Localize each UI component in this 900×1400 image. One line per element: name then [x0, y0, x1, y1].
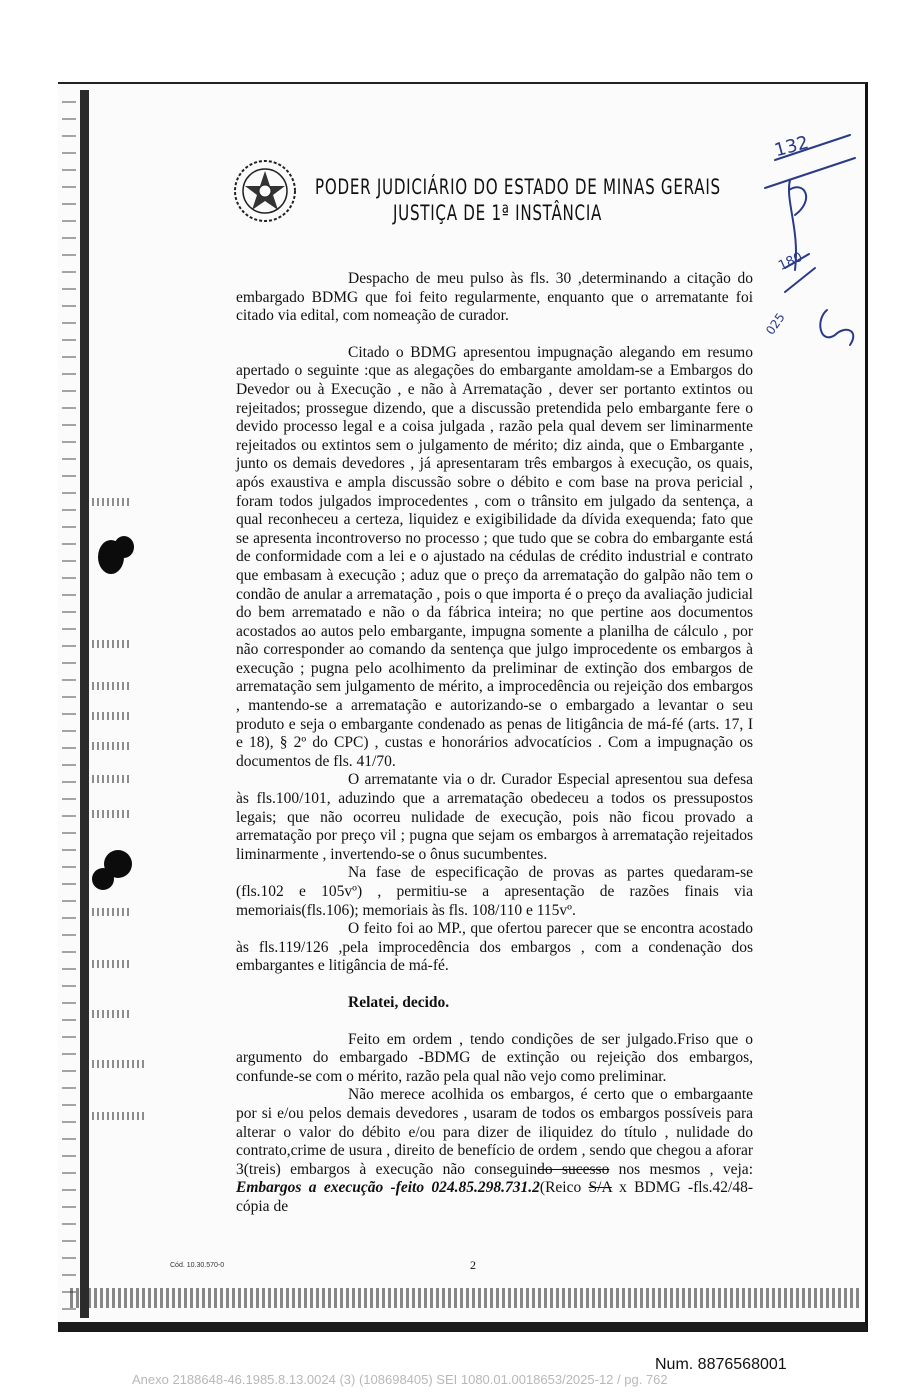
handwritten-number: 025	[763, 310, 788, 338]
margin-noise	[92, 908, 132, 916]
paragraph: Feito em ordem , tendo condições de ser julgado.Friso que o argumento do embargado -BDMG de extinção ou rejeição dos embargos, confunde-se com o mérito, razão pela qual não vejo como preliminar.	[236, 1030, 753, 1085]
paragraph-text: Não merece acolhida os embargos, é certo que o embargaante por si e/ou pelos demais devedores , usaram de todos os embargos possíveis para alterar o valor do débito e/ou para dizer de iliquidez do título , nulidade do contrato,crime de usura , direito de benefício de ordem , sendo que chegou a aforar 3(treis) embargos à execução não conseguin	[236, 1086, 753, 1178]
margin-noise	[92, 775, 132, 783]
margin-noise	[92, 1010, 132, 1018]
handwritten-number: 132	[772, 132, 811, 162]
punch-hole-blot	[114, 536, 134, 558]
margin-noise	[92, 682, 132, 690]
paragraph: O feito foi ao MP., que ofertou parecer que se encontra acostado às fls.119/126 ,pela improcedência dos embargos , com a condenação dos embargantes e litigância de má-fé.	[236, 920, 753, 975]
margin-noise	[92, 1060, 147, 1068]
form-code: Cód. 10.30.570-0	[170, 1262, 225, 1269]
paragraph-text: (Reico	[539, 1179, 589, 1197]
handwritten-number: 180	[776, 249, 806, 274]
margin-noise	[92, 640, 132, 648]
struck-text: do sucesso	[537, 1160, 610, 1178]
margin-noise	[92, 742, 132, 750]
court-header-subtitle: JUSTIÇA DE 1ª INSTÂNCIA	[393, 201, 603, 225]
document-number-stamp: Num. 8876568001	[655, 1356, 787, 1373]
paragraph: Na fase de especificação de provas as partes quedaram-se (fls.102 e 105vº) , permitiu-se a apresentação de razões finais via memoriais(fls.106); memoriais às fls. 108/110 e 115vº.	[236, 864, 753, 919]
scan-binding-bar	[80, 90, 89, 1318]
paragraph: Despacho de meu pulso às fls. 30 ,determinando a citação do embargado BDMG que foi feito regularmente, enquanto que o arrematante foi citado via edital, com nomeação de curador.	[236, 270, 753, 325]
scan-bottom-noise	[70, 1288, 860, 1308]
coat-of-arms-icon	[232, 158, 298, 224]
margin-noise	[92, 810, 132, 818]
struck-text: S/A	[588, 1179, 612, 1197]
section-heading: Relatei, decido.	[348, 993, 450, 1011]
paragraph-text: x BDMG -fls.42/48- cópia de	[236, 1179, 753, 1215]
paragraph-text: nos mesmos , veja:	[609, 1160, 753, 1178]
margin-noise	[92, 498, 132, 506]
paragraph	[236, 1086, 753, 1216]
paragraph: O arrematante via o dr. Curador Especial apresentou sua defesa às fls.100/101, aduzindo que a arrematação obedeceu a todos os pressupostos legais; que não ocorreu nulidade de execução, pois não ficou provado a arrematação por preço vil ; pugna que sejam os embargos à arrematação rejeitados liminarmente , invertendo-se o ônus sucumbentes.	[236, 771, 753, 863]
case-reference: Embargos a execução -feito 024.85.298.731.2	[236, 1179, 540, 1197]
page-number: 2	[470, 1258, 476, 1272]
margin-noise	[92, 712, 132, 720]
margin-noise	[92, 960, 132, 968]
annex-reference-stamp: Anexo 2188648-46.1985.8.13.0024 (3) (108698405) SEI 1080.01.0018653/2025-12 / pg. 762	[132, 1372, 668, 1387]
handwritten-annotations	[745, 120, 865, 360]
document-body	[236, 270, 753, 1217]
court-header-title: PODER JUDICIÁRIO DO ESTADO DE MINAS GERAIS	[315, 175, 721, 199]
margin-noise	[92, 1112, 147, 1120]
punch-hole-blot	[104, 850, 132, 878]
paragraph: Citado o BDMG apresentou impugnação alegando em resumo apertado o seguinte :que as alegações do embargante amoldam-se a Embargos do Devedor ou à Execução , e não à Arrematação , dever ser portanto extintos ou rejeitados; prossegue dizendo, que a discussão pretendida pelo embargante fere o devido processo legal e a coisa julgada , razão pela qual devem ser liminarmente rejeitados ou extintos sem o julgamento de mérito; diz ainda, que o Embargante , junto os demais devedores , já apresentaram três embargos à execução, os quais, após exaustiva e ampla discussão sobre o débito e com base na prova pericial , foram todos julgados improcedentes , com o trânsito em julgado da sentença, a qual reconheceu a certeza, liquidez e exigibilidade da dívida exequenda; fato que se apresenta incontroverso no processo ; que tudo que se cobra do embargante está de conformidade com a lei e o ajustado na cédulas de crédito industrial e contrato que embasam à execução ; aduz que o preço da arrematação do galpão não tem o condão de anular a arrematação , pois o que importa é o preço da avaliação judicial do bem arrematado e não o da fábrica inteira; no que pertine aos documentos acostados ao autos pelo embargante, impugna somente a planilha de cálculo , por não corresponder ao comando da sentença que julgo improcedente os embargos à execução ; pugna pelo acolhimento da preliminar de extinção dos embargos de arrematação sem julgamento de mérito, a improcedência ou rejeição dos embargos , mantendo-se a arrematação e autorizando-se o embargado a levantar o seu produto e seja o embargante condenado as penas de litigância de má-fé (arts. 17, I e 18), § 2º do CPC) , custas e honorários advocatícios . Com a impugnação os documentos de fls. 41/70.	[236, 343, 753, 770]
scan-edge-noise	[62, 92, 76, 1312]
